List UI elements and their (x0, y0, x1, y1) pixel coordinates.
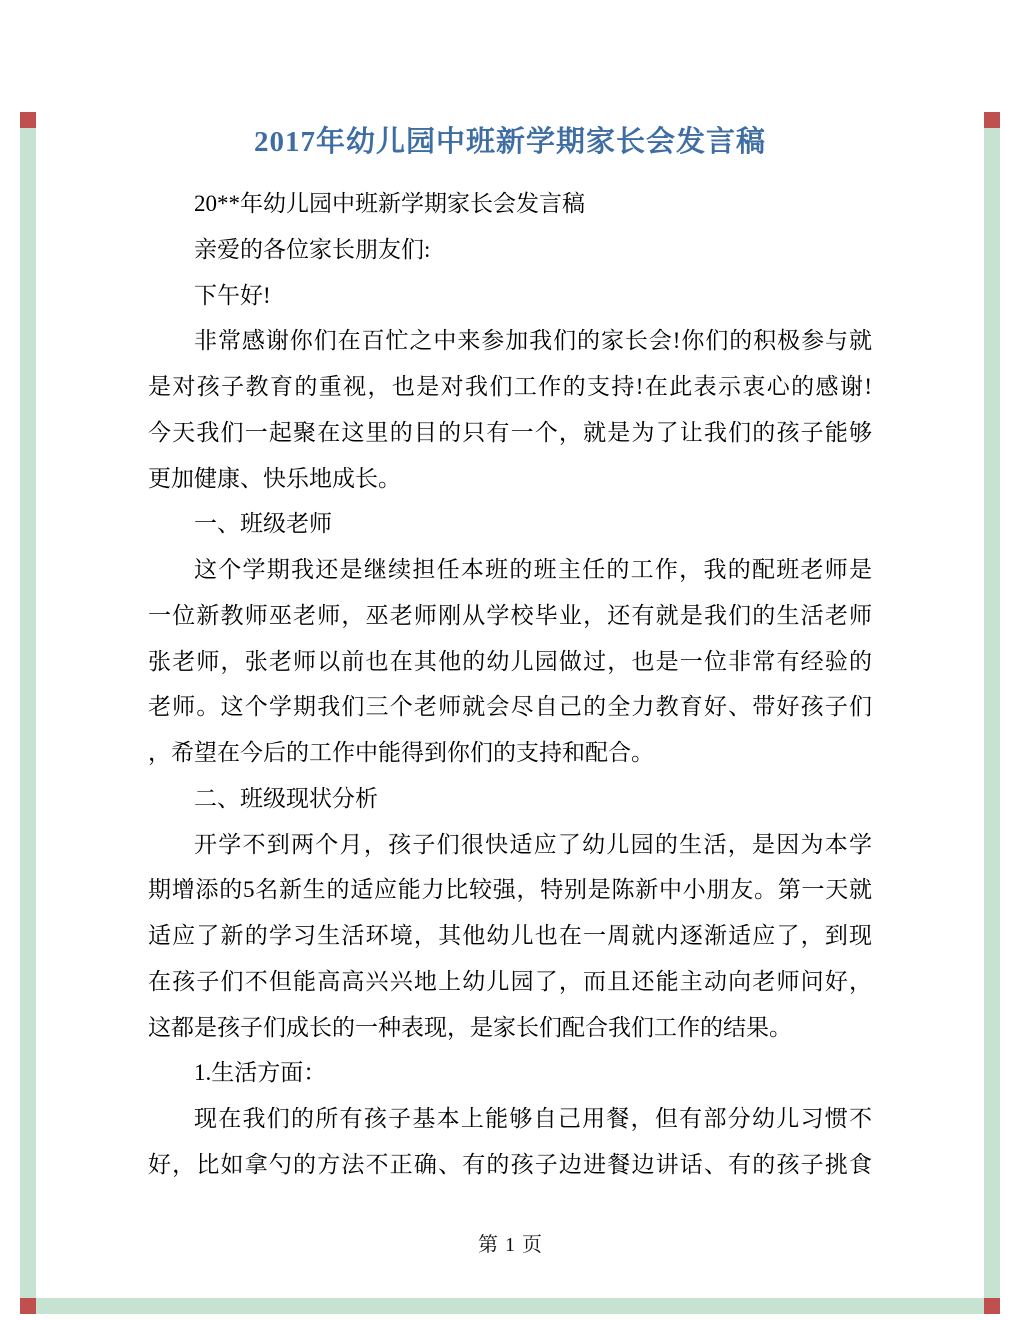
text-line: 一、班级老师 (194, 511, 332, 537)
footer-page-number: 1 (505, 1234, 515, 1256)
text-line: 老师。这个学期我们三个老师就会尽自己的全力教育好、带好孩子们 (148, 694, 872, 720)
text-line: 开学不到两个月，孩子们很快适应了幼儿园的生活，是因为本学 (194, 831, 872, 857)
text-line: 非常感谢你们在百忙之中来参加我们的家长会!你们的积极参与就 (194, 328, 872, 354)
text-line: 20**年幼儿园中班新学期家长会发言稿 (194, 191, 585, 216)
text-line: 一位新教师巫老师，巫老师刚从学校毕业，还有就是我们的生活老师 (148, 602, 872, 628)
page-border-left-bar (20, 128, 36, 1298)
text-line: 是对孩子教育的重视，也是对我们工作的支持!在此表示衷心的感谢! (148, 374, 872, 399)
text-line: 二、班级现状分析 (194, 785, 378, 811)
text-line: 张老师，张老师以前也在其他的幼儿园做过，也是一位非常有经验的 (148, 648, 872, 674)
text-line: 亲爱的各位家长朋友们: (194, 236, 431, 262)
text-line: 期增添的5名新生的适应能力比较强，特别是陈新中小朋友。第一天就 (148, 877, 872, 903)
page-border-right-bar (984, 128, 1000, 1298)
document-content (148, 0, 872, 1188)
text-line: ，希望在今后的工作中能得到你们的支持和配合。 (148, 740, 654, 765)
text-line: 今天我们一起聚在这里的目的只有一个，就是为了让我们的孩子能够 (148, 419, 872, 445)
border-corner-top-left (20, 112, 36, 128)
page-footer (0, 1232, 1020, 1258)
document-body (148, 181, 872, 1188)
text-line: 在孩子们不但能高高兴兴地上幼儿园了，而且还能主动向老师问好， (148, 968, 872, 994)
footer-page-prefix: 第 (478, 1234, 498, 1256)
text-line: 更加健康、快乐地成长。 (148, 465, 401, 491)
border-corner-top-right (984, 112, 1000, 128)
text-line: 好，比如拿勺的方法不正确、有的孩子边进餐边讲话、有的孩子挑食 (148, 1151, 872, 1177)
text-line: 适应了新的学习生活环境，其他幼儿也在一周就内逐渐适应了，到现 (148, 923, 872, 948)
border-corner-bottom-right (984, 1298, 1000, 1314)
page-border-bottom-bar (36, 1298, 984, 1314)
footer-page-suffix: 页 (522, 1234, 542, 1256)
border-corner-bottom-left (20, 1298, 36, 1314)
text-line: 这个学期我还是继续担任本班的班主任的工作，我的配班老师是 (194, 557, 872, 582)
text-line: 现在我们的所有孩子基本上能够自己用餐，但有部分幼儿习惯不 (194, 1106, 872, 1131)
text-line: 下午好! (194, 282, 271, 308)
document-title: 2017年幼儿园中班新学期家长会发言稿 (253, 126, 766, 158)
text-line: 1.生活方面： (194, 1060, 327, 1086)
text-line: 这都是孩子们成长的一种表现，是家长们配合我们工作的结果。 (148, 1014, 792, 1040)
